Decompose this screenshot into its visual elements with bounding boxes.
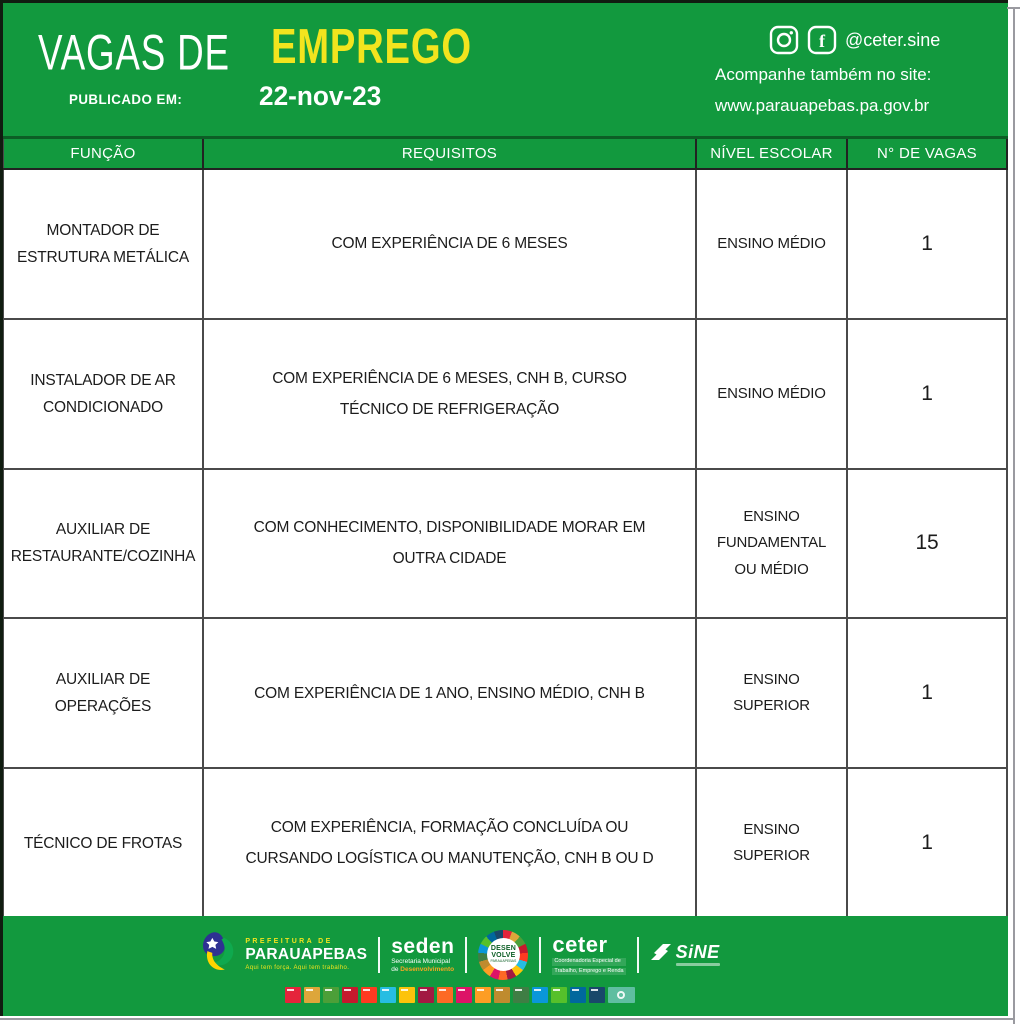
sdg-square (513, 987, 529, 1003)
seden-logo (391, 936, 454, 974)
ceter-subtitle-2: Trabalho, Emprego e Renda (554, 967, 624, 974)
header (3, 3, 1008, 136)
cell-funcao: INSTALADOR DE AR CONDICIONADO (3, 320, 204, 468)
desenvolve-line3: PARAUAPEBAS (490, 959, 517, 964)
sdg-square (361, 987, 377, 1003)
cell-nivel-escolar: ENSINO SUPERIOR (697, 769, 848, 917)
table-row (3, 170, 1008, 320)
sdg-square (570, 987, 586, 1003)
desenvolve-wheel-logo (478, 930, 528, 980)
cell-vagas: 1 (848, 769, 1008, 917)
follow-text: Acompanhe também no site: (715, 65, 932, 84)
frame-edge-tick (1007, 7, 1020, 9)
sine-underline (676, 963, 720, 966)
desenvolve-line2: VOLVE (491, 952, 516, 960)
cell-vagas: 1 (848, 320, 1008, 468)
website-url: www.parauapebas.pa.gov.br (715, 96, 930, 115)
sdg-square (323, 987, 339, 1003)
seden-subtitle-1: Secretaria Municipal (391, 957, 451, 965)
cell-nivel-escolar: ENSINO SUPERIOR (697, 619, 848, 767)
sdg-square (532, 987, 548, 1003)
column-header-nivel-escolar: NÍVEL ESCOLAR (697, 139, 848, 168)
sdg-square (475, 987, 491, 1003)
column-header-funcao: FUNÇÃO (3, 139, 204, 168)
seden-name: seden (391, 934, 455, 958)
divider (465, 937, 467, 973)
desenvolve-line1: DESEN (490, 945, 516, 953)
divider (378, 937, 380, 973)
cell-vagas: 1 (848, 170, 1008, 318)
cell-nivel-escolar: ENSINO MÉDIO (697, 170, 848, 318)
ceter-subtitle-1: Coordenadoria Especial de (552, 958, 625, 966)
prefeitura-parauapebas-logo (199, 930, 367, 979)
sdg-square (285, 987, 301, 1003)
column-header-requisitos: REQUISITOS (204, 139, 697, 168)
sdg-square (399, 987, 415, 1003)
published-date: 22-nov-23 (259, 81, 382, 111)
prefeitura-tagline: Aqui tem força. Aqui tem trabalho. (245, 964, 350, 971)
ceter-name: ceter (552, 932, 608, 957)
sdg-square (551, 987, 567, 1003)
divider (539, 937, 541, 973)
prefeitura-line1: PREFEITURA DE (245, 937, 333, 945)
sdg-square (437, 987, 453, 1003)
seden-subtitle-2: de Desenvolvimento (391, 966, 455, 973)
prefeitura-line2: PARAUAPEBAS (245, 945, 368, 963)
sdg-square (589, 987, 605, 1003)
cell-nivel-escolar: ENSINO MÉDIO (697, 320, 848, 468)
svg-text:f: f (819, 31, 825, 51)
footer-logo-row (199, 930, 719, 980)
table-row (3, 320, 1008, 470)
sdg-square (304, 987, 320, 1003)
column-header-vagas: N° DE VAGAS (848, 139, 1008, 168)
frame-edge-horizontal (0, 1018, 1015, 1020)
cell-funcao: TÉCNICO DE FROTAS (3, 769, 204, 917)
sdg-square (456, 987, 472, 1003)
sine-logo (650, 941, 720, 968)
social-block (715, 25, 1005, 116)
page-title: VAGAS DE (38, 24, 230, 81)
sdg-wheel-badge (608, 987, 635, 1003)
sine-s-icon (650, 941, 672, 968)
published-label: PUBLICADO EM: (69, 91, 183, 107)
sdg-square (342, 987, 358, 1003)
ceter-logo (552, 934, 625, 975)
divider (637, 937, 639, 973)
vacancies-table (3, 136, 1008, 919)
cell-requisitos: COM EXPERIÊNCIA, FORMAÇÃO CONCLUÍDA OU CURSANDO LOGÍSTICA OU MANUTENÇÃO, CNH B OU D (204, 769, 697, 917)
cell-vagas: 15 (848, 470, 1008, 618)
sine-name: SiNE (675, 942, 720, 962)
cell-requisitos: COM EXPERIÊNCIA DE 1 ANO, ENSINO MÉDIO, CNH B (204, 619, 697, 767)
cell-nivel-escolar: ENSINO FUNDAMENTAL OU MÉDIO (697, 470, 848, 618)
page-title-highlight: EMPREGO (271, 20, 472, 74)
cell-funcao: AUXILIAR DE OPERAÇÕES (3, 619, 204, 767)
cell-requisitos: COM EXPERIÊNCIA DE 6 MESES, CNH B, CURSO TÉCNICO DE REFRIGERAÇÃO (204, 320, 697, 468)
table-row (3, 470, 1008, 620)
table-row (3, 619, 1008, 769)
cell-requisitos: COM CONHECIMENTO, DISPONIBILIDADE MORAR EM OUTRA CIDADE (204, 470, 697, 618)
sdg-square (418, 987, 434, 1003)
facebook-icon (807, 25, 837, 55)
cell-requisitos: COM EXPERIÊNCIA DE 6 MESES (204, 170, 697, 318)
cell-vagas: 1 (848, 619, 1008, 767)
footer (3, 916, 1008, 1016)
instagram-icon (769, 25, 799, 55)
cell-funcao: MONTADOR DE ESTRUTURA METÁLICA (3, 170, 204, 318)
table-row (3, 769, 1008, 919)
sdg-square (494, 987, 510, 1003)
cell-funcao: AUXILIAR DE RESTAURANTE/COZINHA (3, 470, 204, 618)
parauapebas-emblem-icon (199, 930, 239, 979)
social-handle: @ceter.sine (845, 29, 941, 50)
sdg-strip (285, 987, 635, 1003)
frame-edge-vertical (1013, 7, 1015, 1024)
sdg-square (380, 987, 396, 1003)
table-header-row (3, 139, 1008, 170)
